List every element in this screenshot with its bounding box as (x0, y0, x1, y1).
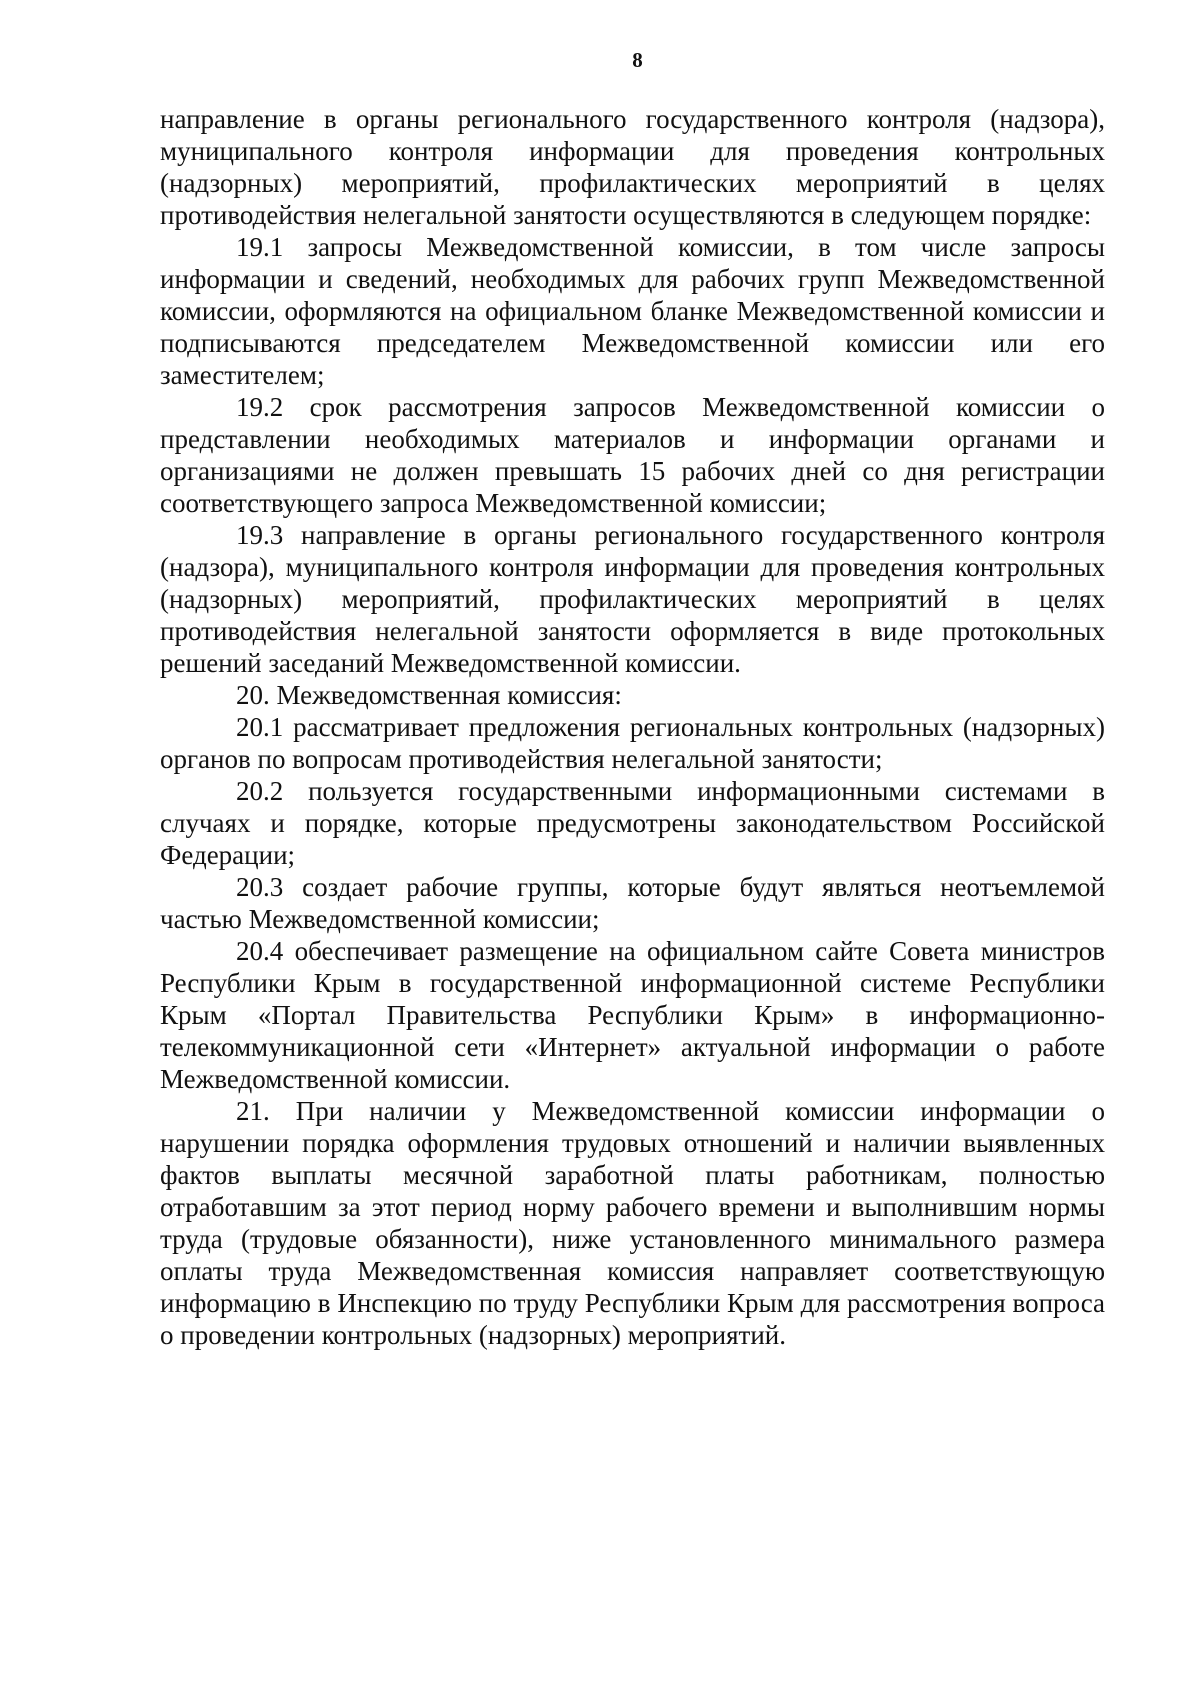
paragraph-19-1: 19.1 запросы Межведомственной комиссии, в том числе запросы информации и сведений, необходимых для рабочих групп Межведомственной комиссии, оформляются на официальном бланке Межведомственной комиссии и подписываются председателем Межведомственной комиссии или его заместителем; (160, 232, 1105, 390)
paragraph-20-2: 20.2 пользуется государственными информационными системами в случаях и порядке, которые предусмотрены законодательством Российской Федерации; (160, 776, 1105, 870)
paragraph-20-1: 20.1 рассматривает предложения региональных контрольных (надзорных) органов по вопросам противодействия нелегальной занятости; (160, 712, 1105, 774)
paragraph-19-2: 19.2 срок рассмотрения запросов Межведомственной комиссии о представлении необходимых материалов и информации органами и организациями не должен превышать 15 рабочих дней со дня регистрации соответствующего запроса Межведомственной комиссии; (160, 392, 1105, 518)
document-body (160, 103, 1105, 1351)
paragraph-20-4: 20.4 обеспечивает размещение на официальном сайте Совета министров Республики Крым в государственной информационной системе Республики Крым «Портал Правительства Республики Крым» в информационно-телекоммуникационной сети «Интернет» актуальной информации о работе Межведомственной комиссии. (160, 936, 1105, 1094)
paragraph-19-3: 19.3 направление в органы регионального государственного контроля (надзора), муниципального контроля информации для проведения контрольных (надзорных) мероприятий, профилактических мероприятий в целях противодействия нелегальной занятости оформляется в виде протокольных решений заседаний Межведомственной комиссии. (160, 520, 1105, 678)
paragraph-21: 21. При наличии у Межведомственной комиссии информации о нарушении порядка оформления трудовых отношений и наличии выявленных фактов выплаты месячной заработной платы работникам, полностью отработавшим за этот период норму рабочего времени и выполнившим нормы труда (трудовые обязанности), ниже установленного минимального размера оплаты труда Межведомственная комиссия направляет соответствующую информацию в Инспекцию по труду Республики Крым для рассмотрения вопроса о проведении контрольных (надзорных) мероприятий. (160, 1096, 1105, 1350)
page-number: 8 (632, 48, 643, 72)
paragraph-intro: направление в органы регионального государственного контроля (надзора), муниципального контроля информации для проведения контрольных (надзорных) мероприятий, профилактических мероприятий в целях противодействия нелегальной занятости осуществляются в следующем порядке: (160, 104, 1105, 230)
paragraph-20: 20. Межведомственная комиссия: (236, 680, 622, 710)
paragraph-20-3: 20.3 создает рабочие группы, которые будут являться неотъемлемой частью Межведомственной комиссии; (160, 872, 1105, 934)
